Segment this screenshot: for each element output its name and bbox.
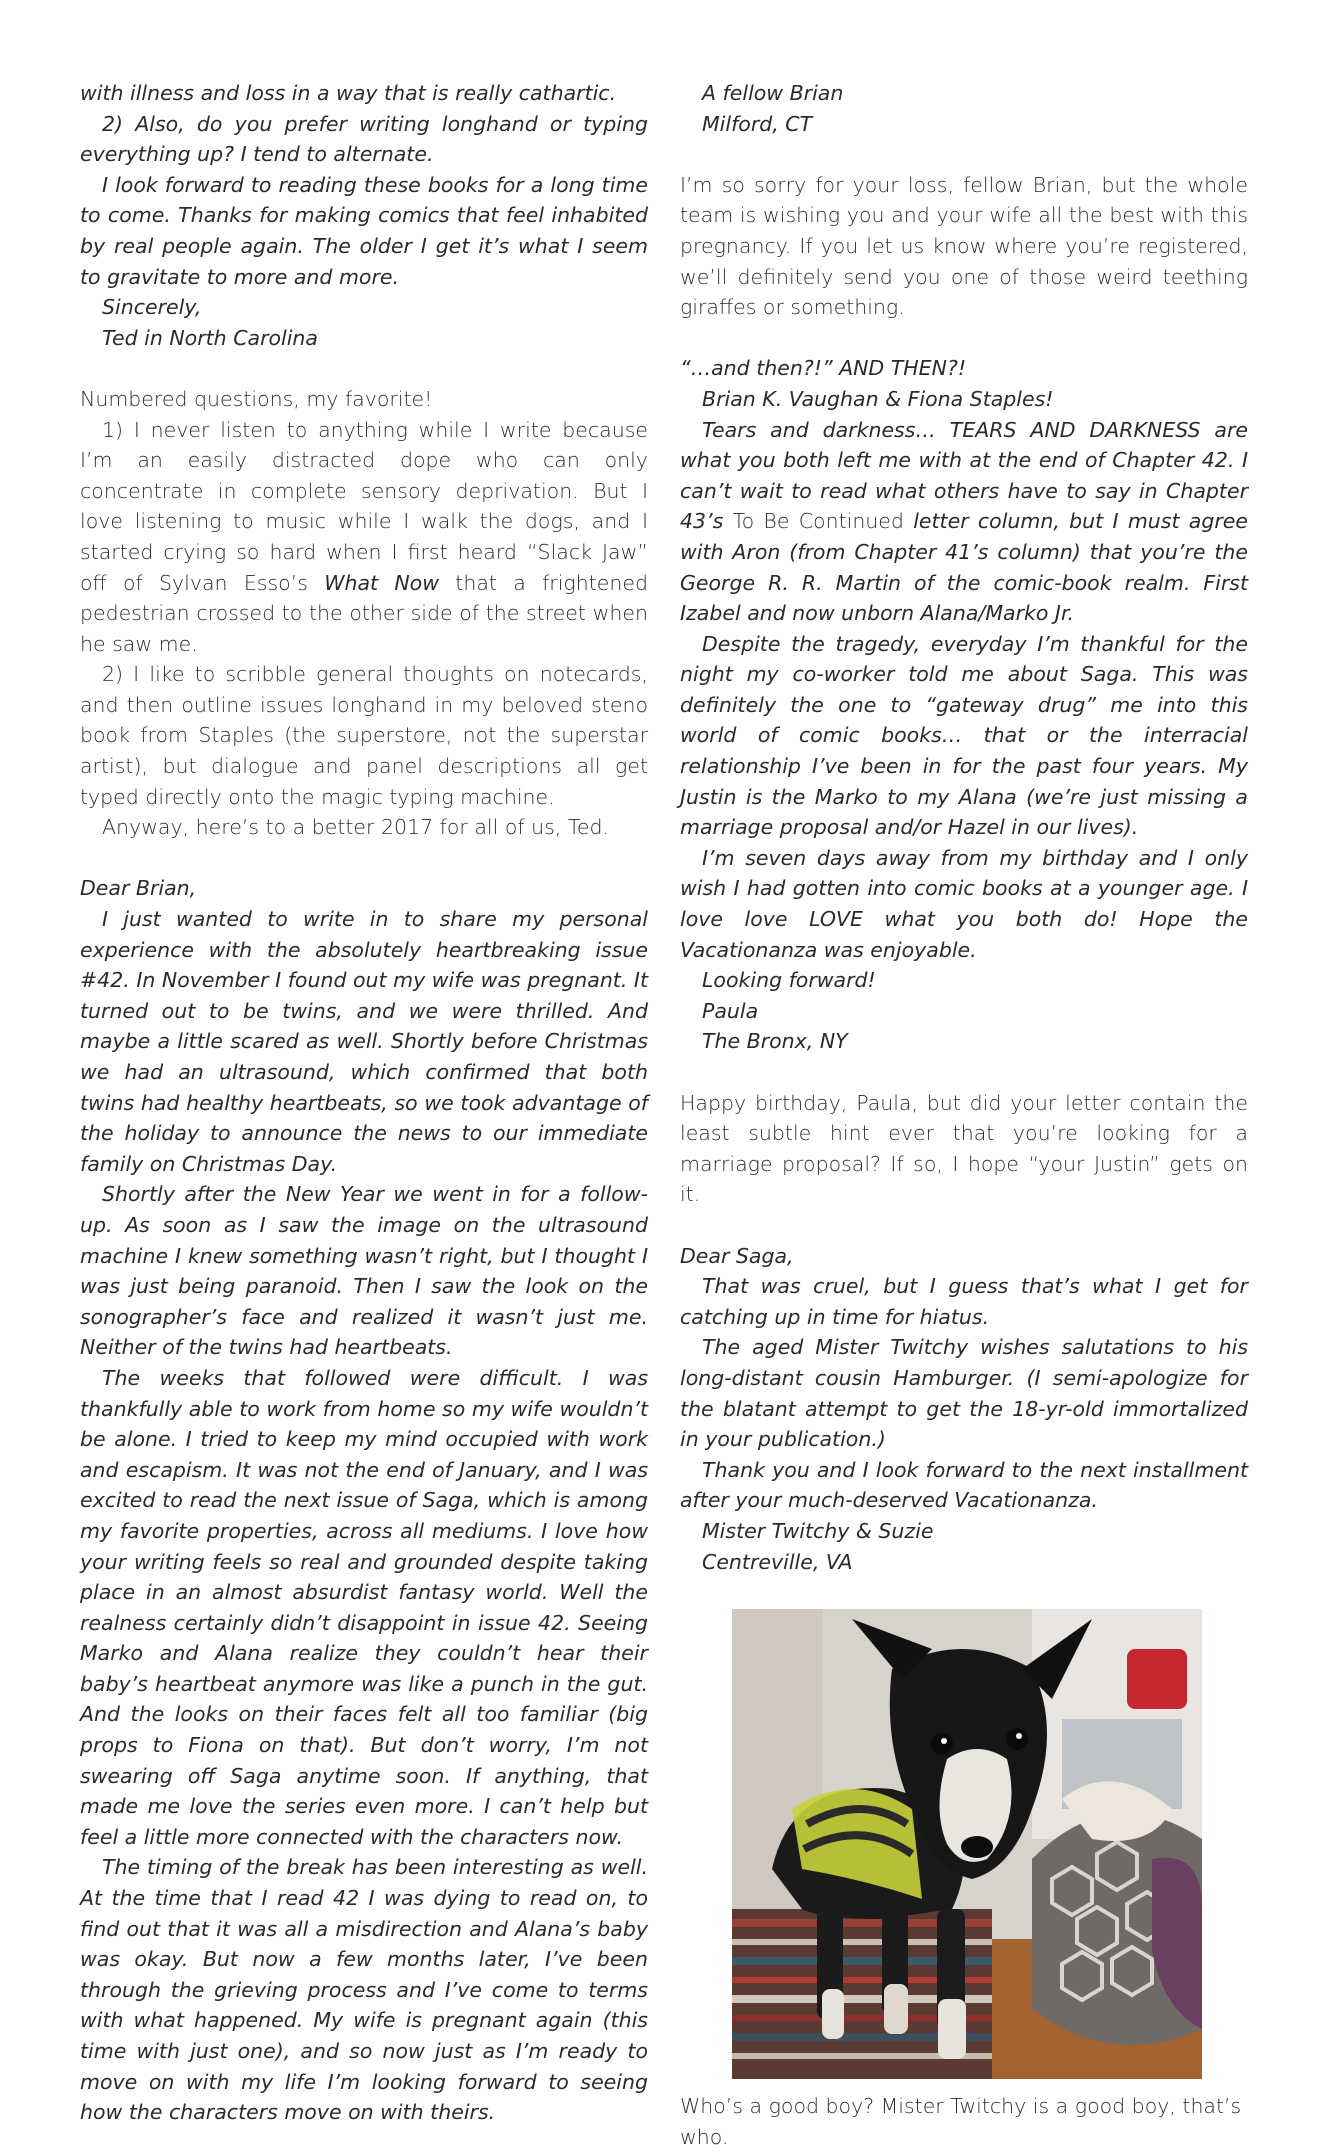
paula-location: The Bronx, NY	[702, 1029, 848, 1054]
ted-letter-close-1: with illness and loss in a way that is really cathartic.	[80, 81, 617, 105]
album-title: What Now	[324, 570, 439, 595]
reply-ted-intro: Numbered questions, my favorite!	[80, 386, 433, 411]
paula-letter-paragraph: I’m seven days away from my birthday and I only wish I had gotten into comic books at a younger age. I love love LOVE what you both do! Hope the Vacationanza was enjoyable.	[680, 845, 1248, 962]
paula-letter-paragraph: Despite the tragedy, everyday I’m thankful for the night my co-worker told me about Saga. This was definitely the one to “gateway drug” me into this world of comic books… that or the interracial relationship I’ve been in for the past four years. My Justin is the Marko to my Alana (we’re just missing a marriage proposal and/or Hazel in our lives).	[680, 631, 1248, 840]
brian-letter-paragraph: The weeks that followed were difficult. I was thankfully able to work from home so my wife wouldn’t be alone. I tried to keep my mind occupied with work and escapism. It was not the end of January, and I was excited to read the next issue of Saga, which is among my favorite properties, across all mediums. I love how your writing feels so real and grounded despite taking place in an almost absurdist fantasy world. Well the realness certainly didn’t disappoint in issue 42. Seeing Marko and Alana realize they couldn’t hear their baby’s heartbeat anymore was like a punch in the gut. And the looks on their faces felt all too familiar (big props to Fiona on that). But don’t worry, I’m not swearing off Saga anytime soon. If anything, that made me love the series even more. I can’t help but feel a little more connected with the characters now.	[80, 1365, 648, 1849]
reply-ted-answer-1-text-b: that a frightened pedestrian crossed to the other side of the street when he saw me.	[80, 570, 648, 656]
paula-signoff: Looking forward!	[702, 968, 876, 993]
ted-letter-close-2: 2) Also, do you prefer writing longhand or typing everything up? I tend to alternate.	[80, 111, 648, 167]
twitchy-signature: Mister Twitchy & Suzie	[702, 1518, 934, 1543]
right-column	[680, 78, 1248, 2152]
ted-letter-close-3: I look forward to reading these books for a long time to come. Thanks for making comics that feel inhabited by real people again. The older I get it’s what I seem to gravitate to more and more.	[80, 172, 648, 289]
reply-ted-answer-1-text-a: 1) I never listen to anything while I write because I’m an easily distracted dope who can only concentrate in complete sensory deprivation. But I love listening to music while I walk the dogs, and I started crying so hard when I first heard “Slack Jaw” off of Sylvan Esso’s	[80, 417, 648, 595]
twitchy-location: Centreville, VA	[702, 1549, 853, 1574]
paula-letter-text-b: letter column, but I must agree with Aron (from Chapter 41’s column) that you’re the George R. R. Martin of the comic-book realm. First Izabel and now unborn Alana/Marko Jr.	[680, 509, 1248, 626]
brian-letter-salutation: Dear Brian,	[80, 876, 197, 901]
reply-paula: Happy birthday, Paula, but did your letter contain the least subtle hint ever that you’re looking for a marriage proposal? If so, I hope “your Justin” gets on it.	[680, 1090, 1248, 1207]
paula-letter-text-a: Tears and darkness… TEARS AND DARKNESS are what you both left me with at the end of Chapter 42. I can’t wait to read what others have to say in Chapter 43’s	[680, 417, 1248, 534]
brian-letter-paragraph: I just wanted to write in to share my personal experience with the absolutely heartbreaking issue #42. In November I found out my wife was pregnant. It turned out to be twins, and we were thrilled. And maybe a little scared as well. Shortly before Christmas we had an ultrasound, which confirmed that both twins had healthy heartbeats, so we took advantage of the holiday to announce the news to our immediate family on Christmas Day.	[80, 907, 648, 1176]
paula-letter-paragraph	[680, 415, 1248, 629]
reply-brian: I’m so sorry for your loss, fellow Brian, but the whole team is wishing you and your wife all the best with this pregnancy. If you let us know where you’re registered, we’ll definitely send you one of those weird teething giraffes or something.	[680, 172, 1248, 320]
twitchy-letter-paragraph: That was cruel, but I guess that’s what I get for catching up in time for hiatus.	[680, 1274, 1248, 1329]
brian-location: Milford, CT	[702, 111, 813, 136]
reply-ted-answer-1	[80, 415, 648, 660]
ted-signature: Ted in North Carolina	[102, 325, 318, 350]
brian-letter-paragraph: The timing of the break has been interesting as well. At the time that I read 42 I was dying to read on, to find out that it was all a misdirection and Alana’s baby was okay. But now a few months later, I’ve been through the grieving process and I’ve come to terms with what happened. My wife is pregnant again (this time with just one), and so now just as I’m ready to move on with my life I’m looking forward to seeing how the characters move on with theirs.	[80, 1855, 648, 2125]
ted-signoff: Sincerely,	[102, 295, 202, 320]
column-title: To Be Continued	[732, 509, 904, 534]
paula-signature: Paula	[702, 998, 759, 1023]
dog-photo-illustration	[732, 1609, 1202, 2079]
twitchy-letter-paragraph: Thank you and I look forward to the next installment after your much-deserved Vacationanza.	[680, 1457, 1248, 1513]
reply-ted-closing: Anyway, here’s to a better 2017 for all of us, Ted.	[102, 815, 610, 840]
reply-ted-answer-2: 2) I like to scribble general thoughts on notecards, and then outline issues longhand in my beloved steno book from Staples (the superstore, not the superstar artist), but dialogue and panel descriptions all get typed directly onto the magic typing machine.	[80, 662, 648, 809]
twitchy-letter-salutation: Dear Saga,	[680, 1243, 794, 1268]
dog-photo	[732, 1609, 1202, 2079]
photo-caption: Who’s a good boy? Mister Twitchy is a good boy, that’s who.	[680, 2094, 1242, 2149]
paula-letter-addressee: Brian K. Vaughan & Fiona Staples!	[702, 386, 1054, 411]
brian-letter-paragraph: Shortly after the New Year we went in for a follow-up. As soon as I saw the image on the ultrasound machine I knew something wasn’t right, but I thought I was just being paranoid. Then I saw the look on the sonographer’s face and realized it wasn’t just me. Neither of the twins had heartbeats.	[80, 1182, 648, 1360]
left-column	[80, 78, 648, 2128]
twitchy-letter-paragraph: The aged Mister Twitchy wishes salutations to his long-distant cousin Hamburger. (I semi-apologize for the blatant attempt to get the 18-yr-old immortalized in your publication.)	[680, 1335, 1248, 1452]
brian-signoff: A fellow Brian	[702, 81, 844, 105]
paula-letter-opening: “…and then?!” AND THEN?!	[680, 356, 967, 381]
